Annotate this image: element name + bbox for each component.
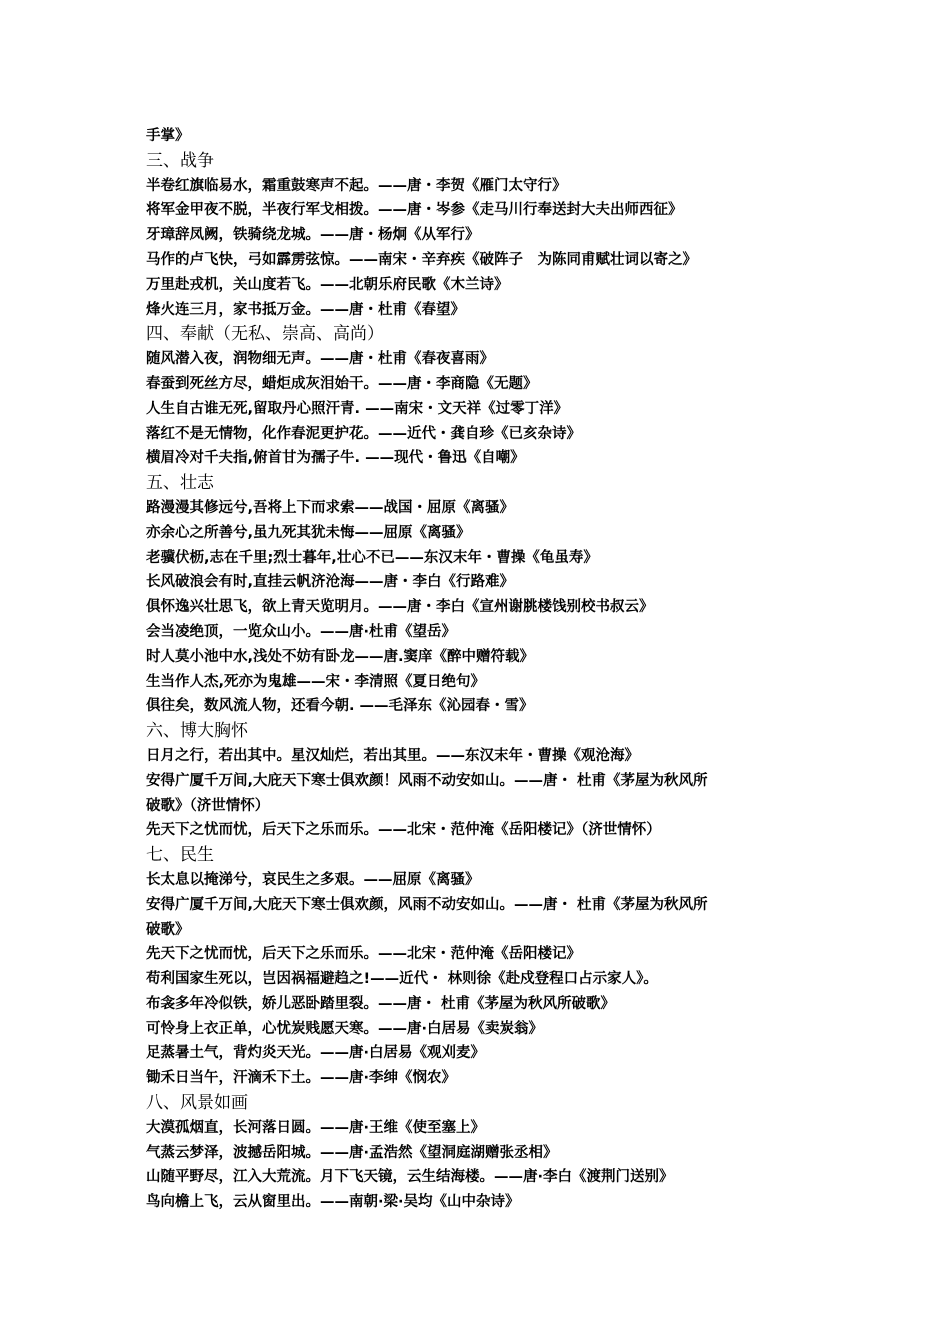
text-line: 可怜身上衣正单，心忧炭贱愿天寒。——唐·白居易《卖炭翁》 — [146, 1020, 544, 1037]
text-line: 苟利国家生死以，岂因祸福避趋之!——近代・ 林则徐《赴戍登程口占示家人》。 — [146, 971, 658, 988]
text-line: 长风破浪会有时,直挂云帆济沧海——唐・李白《行路难》 — [146, 574, 515, 591]
text-line: 大漠孤烟直，长河落日圆。——唐·王维《使至塞上》 — [146, 1119, 486, 1136]
document-body — [146, 124, 826, 1215]
text-line: 锄禾日当午，汗滴禾下土。——唐·李绅《悯农》 — [146, 1070, 457, 1087]
text-line: 先天下之忧而忧，后天下之乐而乐。——北宋・范仲淹《岳阳楼记》（济世情怀） — [146, 822, 661, 839]
section-heading: 八、风景如画 — [146, 1093, 248, 1114]
text-line: 生当作人杰,死亦为鬼雄——宋・李清照《夏日绝句》 — [146, 673, 486, 690]
text-line: 人生自古谁无死,留取丹心照汗青. ——南宋・文天祥《过零丁洋》 — [146, 400, 569, 417]
text-line: 横眉冷对千夫指,俯首甘为孺子牛. ——现代・鲁迅《自嘲》 — [146, 450, 525, 467]
text-line: 足蒸暑土气，背灼炎天光。——唐·白居易《观刈麦》 — [146, 1045, 486, 1062]
text-line: 破歌》 — [146, 921, 190, 938]
text-line: 马作的卢飞快，弓如霹雳弦惊。——南宋・辛弃疾《破阵子 为陈同甫赋壮词以寄之》 — [146, 251, 697, 268]
text-line: 路漫漫其修远兮,吾将上下而求索——战国・屈原《离骚》 — [146, 499, 515, 516]
section-heading: 六、博大胸怀 — [146, 721, 248, 742]
text-line: 安得广厦千万间,大庇天下寒士俱欢颜！风雨不动安如山。——唐・ 杜甫《茅屋为秋风所 — [146, 772, 708, 789]
text-line: 时人莫小池中水,浅处不妨有卧龙——唐.窦庠《醉中赠符载》 — [146, 648, 535, 665]
text-line: 安得广厦千万间,大庇天下寒士俱欢颜，风雨不动安如山。——唐・ 杜甫《茅屋为秋风所 — [146, 896, 708, 913]
text-line: 气蒸云梦泽，波撼岳阳城。——唐·孟浩然《望洞庭湖赠张丞相》 — [146, 1144, 558, 1161]
text-line: 将军金甲夜不脱，半夜行军戈相拨。——唐・岑参《走马川行奉送封大夫出师西征》 — [146, 202, 683, 219]
text-line: 俱往矣，数风流人物，还看今朝. ——毛泽东《沁园春・雪》 — [146, 698, 534, 715]
text-line: 长太息以掩涕兮，哀民生之多艰。——屈原《离骚》 — [146, 871, 480, 888]
text-line: 万里赴戎机，关山度若飞。——北朝乐府民歌《木兰诗》 — [146, 276, 509, 293]
text-line: 会当凌绝顶，一览众山小。——唐·杜甫《望岳》 — [146, 623, 457, 640]
text-line: 牙璋辞凤阙，铁骑绕龙城。——唐・杨炯《从军行》 — [146, 227, 480, 244]
text-line: 落红不是无情物，化作春泥更护花。——近代・龚自珍《已亥杂诗》 — [146, 425, 581, 442]
text-line: 半卷红旗临易水，霜重鼓寒声不起。——唐・李贺《雁门太守行》 — [146, 177, 567, 194]
text-line: 亦余心之所善兮,虽九死其犹未悔——屈原《离骚》 — [146, 524, 471, 541]
text-line: 手掌》 — [146, 128, 190, 144]
text-line: 日月之行，若出其中。星汉灿烂，若出其里。——东汉末年・曹操《观沧海》 — [146, 747, 639, 764]
text-line: 破歌》（济世情怀） — [146, 797, 270, 814]
text-line: 老骥伏枥,志在千里;烈士暮年,壮心不已——东汉末年・曹操《龟虽寿》 — [146, 549, 598, 566]
text-line: 春蚕到死丝方尽，蜡炬成灰泪始干。——唐・李商隐《无题》 — [146, 375, 538, 392]
section-heading: 七、民生 — [146, 845, 214, 866]
text-line: 布衾多年冷似铁，娇儿恶卧踏里裂。——唐・ 杜甫《茅屋为秋风所破歌》 — [146, 995, 616, 1012]
text-line: 俱怀逸兴壮思飞，欲上青天览明月。——唐・李白《宣州谢脁楼饯别校书叔云》 — [146, 599, 654, 616]
text-line: 鸟向檐上飞，云从窗里出。——南朝·梁·吴均《山中杂诗》 — [146, 1194, 520, 1211]
text-line: 山随平野尽，江入大荒流。月下飞天镜，云生结海楼。——唐·李白《渡荆门送别》 — [146, 1169, 674, 1186]
text-line: 先天下之忧而忧，后天下之乐而乐。——北宋・范仲淹《岳阳楼记》 — [146, 946, 581, 963]
section-heading: 五、壮志 — [146, 473, 214, 494]
section-heading: 三、战争 — [146, 150, 214, 171]
text-line: 随风潜入夜，润物细无声。——唐・杜甫《春夜喜雨》 — [146, 351, 494, 368]
section-heading: 四、奉献（无私、崇高、高尚） — [146, 324, 384, 345]
text-line: 烽火连三月，家书抵万金。——唐・杜甫《春望》 — [146, 301, 465, 318]
